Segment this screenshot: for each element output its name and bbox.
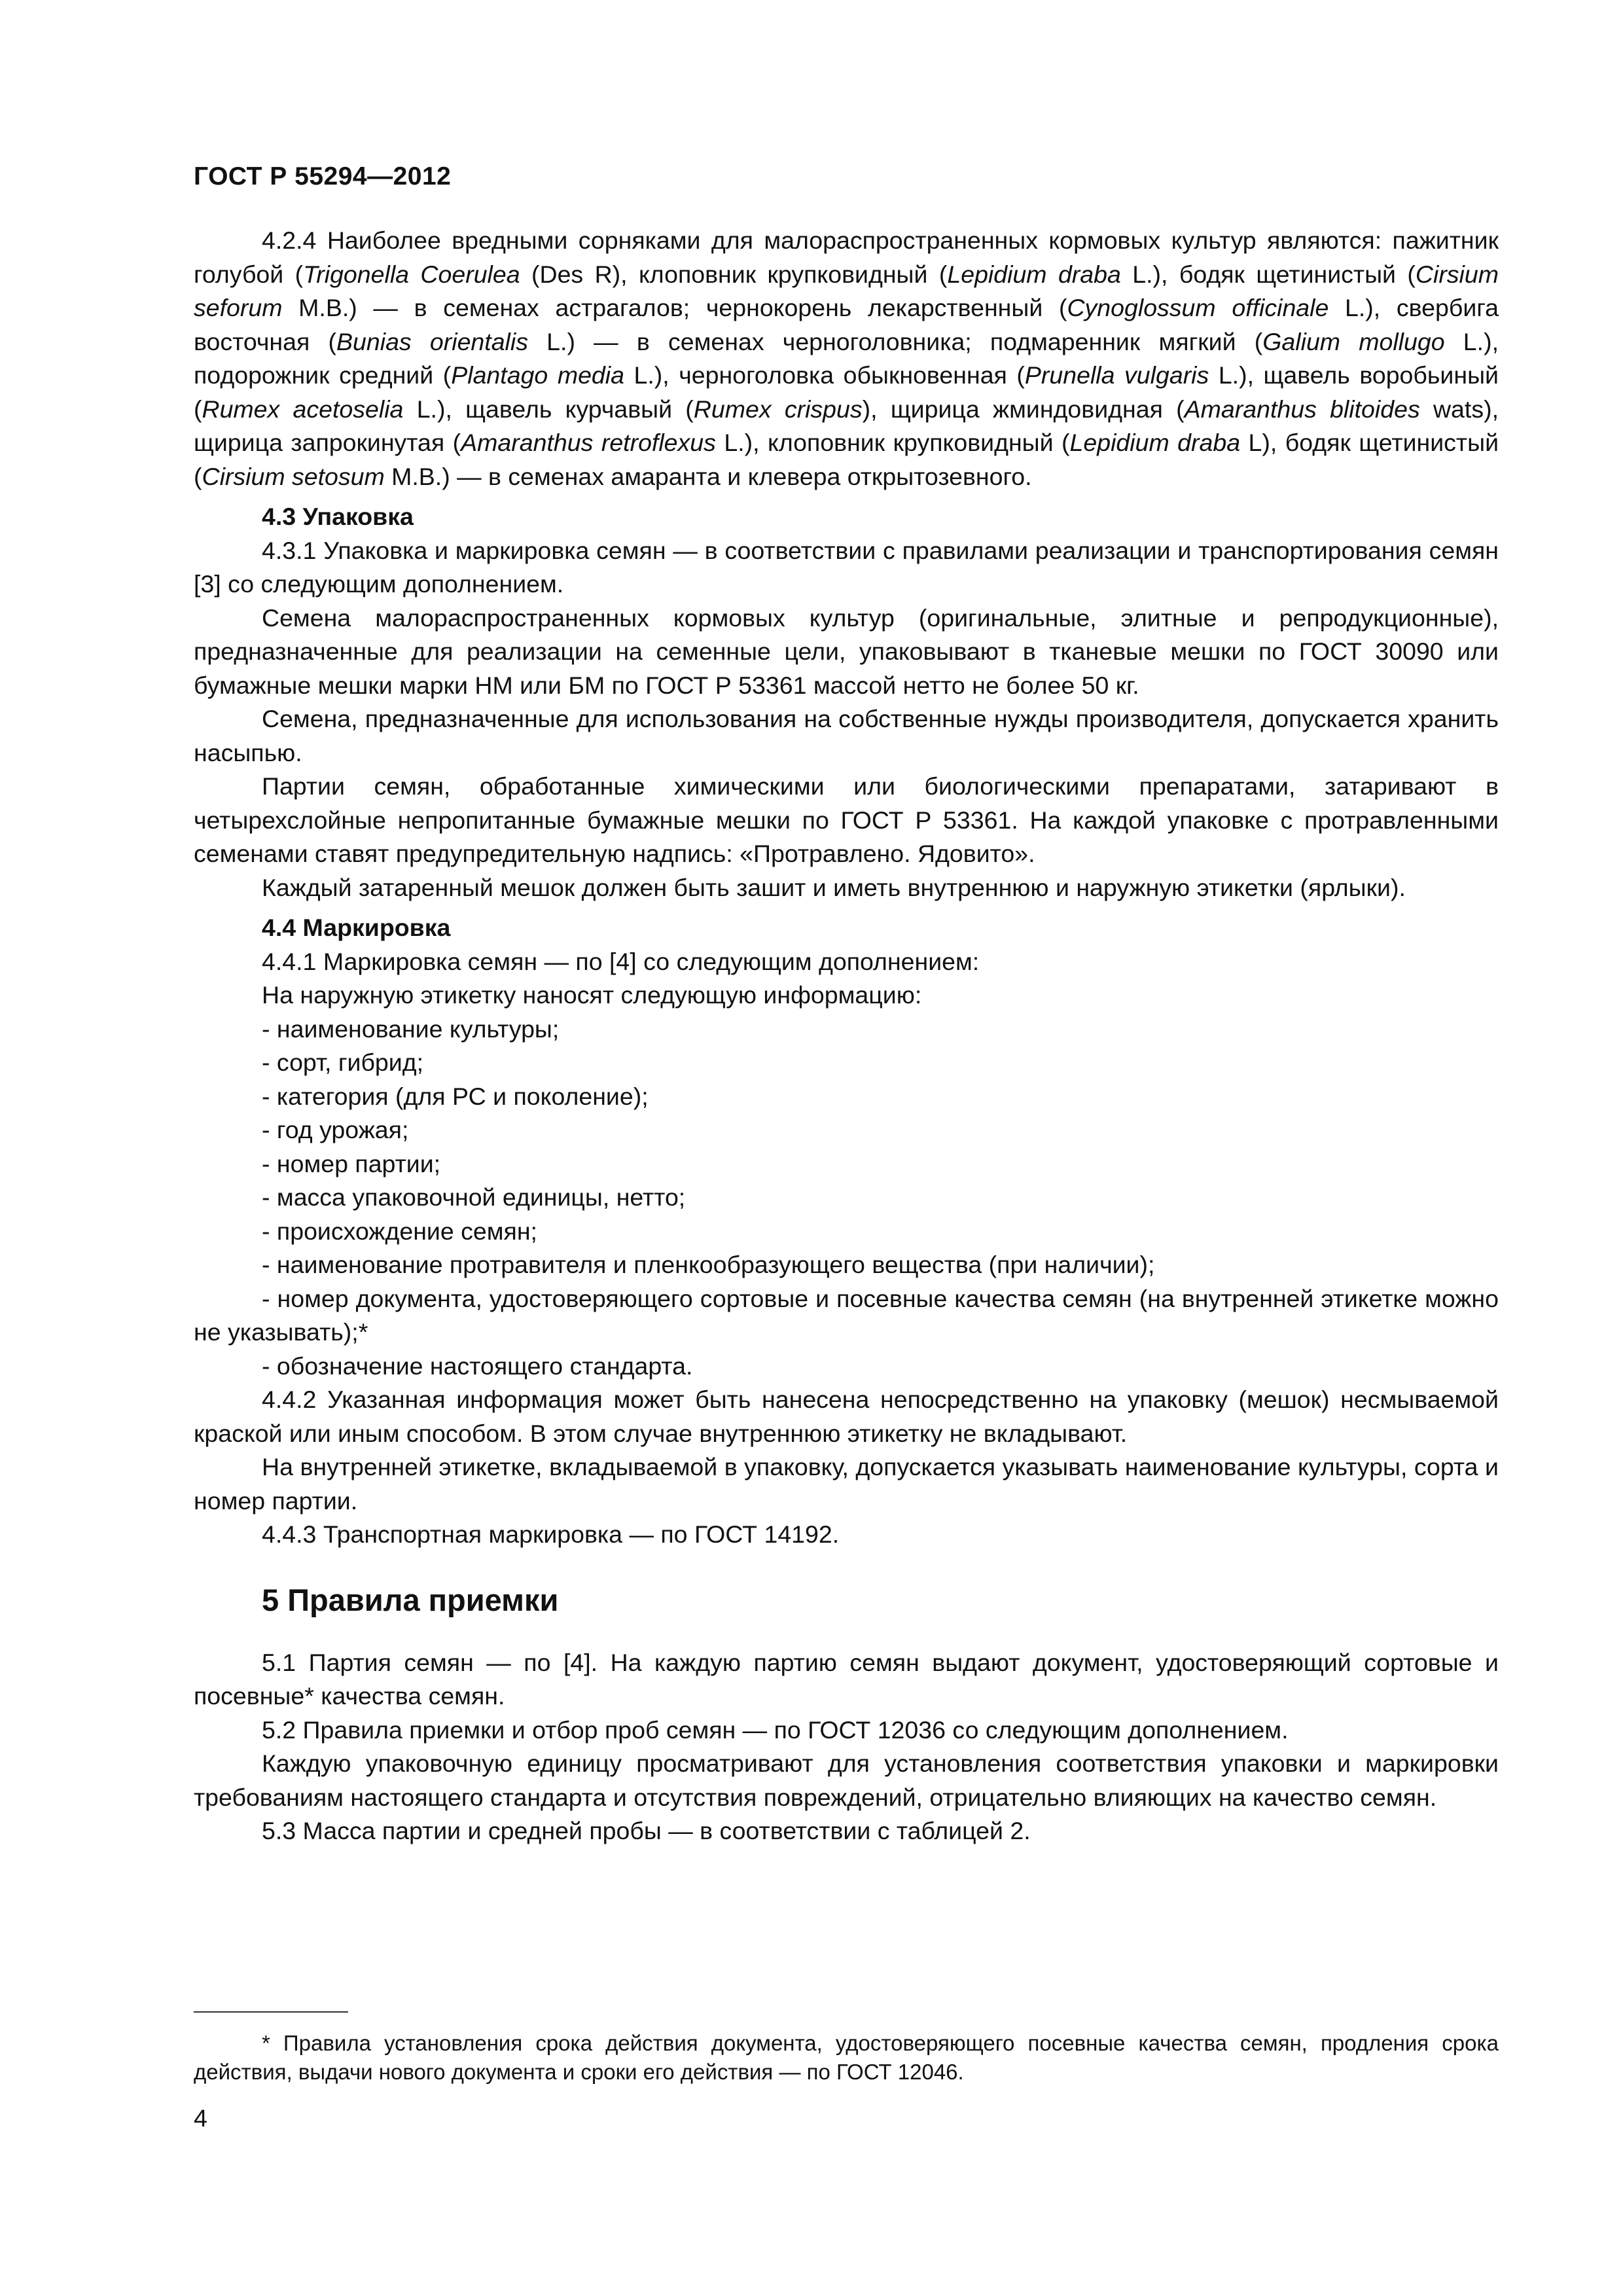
paragraph-4-3-1: 4.3.1 Упаковка и маркировка семян — в соответствии с правилами реализации и транспортирования семян [3] со следующим дополнением. [194,536,1499,598]
list-item: - номер партии; [262,1149,441,1177]
latin-name: Bunias orientalis [336,327,528,355]
text-run: M.B.) — в семенах астрагалов; чернокорень лекарственный ( [282,294,1067,321]
latin-name: Trigonella Coerulea [303,260,520,288]
footnote-divider [194,2011,348,2013]
text-run: L.), бодяк щетинистый ( [1120,260,1416,288]
paragraph-5-2-b: Каждую упаковочную единицу просматривают для установления соответствия упаковки и маркировки требованиям настоящего стандарта и отсутствия повреждений, отрицательно влияющих на качество семян. [194,1749,1499,1811]
text-run: L.), щавель воробьиный ( [194,361,1499,423]
section-heading-4-4: 4.4 Маркировка [262,914,451,941]
paragraph-4-3-1-d: Партии семян, обработанные химическими или биологическими препаратами, затаривают в четырехслойные непропитанные бумажные мешки по ГОСТ Р 53361. На каждой упаковке с протравленными семенами ставят предупредительную надпись: «Протравлено. Ядовито». [194,772,1499,867]
paragraph-5-1: 5.1 Партия семян — по [4]. На каждую партию семян выдают документ, удостоверяющий сортовые и посевные* качества семян. [194,1648,1499,1710]
latin-name: Rumex acetoselia [202,395,404,423]
list-item: - наименование культуры; [262,1014,560,1043]
list-item: - масса упаковочной единицы, нетто; [262,1183,686,1211]
latin-name: Cirsium setosum [202,462,385,490]
latin-name: Cynoglossum officinale [1067,294,1329,321]
list-item: - сорт, гибрид; [262,1049,424,1076]
paragraph-5-2: 5.2 Правила приемки и отбор проб семян — по ГОСТ 12036 со следующим дополнением. [262,1715,1289,1744]
text-run: L.), свербига восточная ( [194,294,1499,355]
document-id: ГОСТ Р 55294—2012 [194,162,452,190]
text-run: (Des R), клоповник крупковидный ( [520,260,948,288]
list-item: - обозначение настоящего стандарта. [262,1352,693,1380]
paragraph-4-4-2: 4.4.2 Указанная информация может быть нанесена непосредственно на упаковку (мешок) несмываемой краской или иным способом. В этом случае внутреннюю этикетку не вкладывают. [194,1386,1499,1447]
latin-name: Prunella vulgaris [1024,361,1209,389]
text-run: L.), подорожник средний ( [194,327,1499,389]
text-run: L.), черноголовка обыкновенная ( [624,361,1025,389]
latin-name: Rumex crispus [693,395,863,423]
latin-name: Plantago media [451,361,624,389]
latin-name: Lepidium draba [947,260,1121,288]
paragraph-4-4-1: 4.4.1 Маркировка семян — по [4] со следующим дополнением: [262,947,980,975]
list-item: - категория (для РС и поколение); [262,1082,649,1110]
list-item: - происхождение семян; [262,1217,537,1245]
text-run: M.B.) — в семенах амаранта и клевера открытозевного. [384,462,1032,490]
latin-name: Amaranthus blitoides [1184,395,1420,423]
latin-name: Amaranthus retroflexus [461,429,716,456]
paragraph-4-4-3: 4.4.3 Транспортная маркировка — по ГОСТ 14192. [262,1520,840,1548]
section-heading-5: 5 Правила приемки [262,1582,559,1617]
latin-name: Lepidium draba [1069,429,1241,456]
paragraph-4-3-1-c: Семена, предназначенные для использования на собственные нужды производителя, допускается хранить насыпью. [194,705,1499,766]
paragraph-4-4-1-b: На наружную этикетку наносят следующую информацию: [262,981,922,1009]
list-item: - наименование протравителя и пленкообразующего вещества (при наличии); [262,1251,1155,1278]
page-number: 4 [194,2104,207,2132]
text-run: L.), щавель курчавый ( [403,395,694,423]
paragraph-4-2-4 [194,224,1499,493]
footnote: * Правила установления срока действия документа, удостоверяющего посевные качества семян, продления срока действия, выдачи нового документа и сроки его действия — по ГОСТ 12046. [194,2031,1499,2084]
text-run: wats), щирица запрокинутая ( [194,395,1499,456]
text-run: 4.2.4 Наиболее вредными сорняками для малораспространенных кормовых культур являются: пажитник голубой ( [194,226,1499,288]
list-item: - номер документа, удостоверяющего сортовые и посевные качества семян (на внутренней этикетке можно не указывать);* [194,1284,1499,1346]
paragraph-4-4-2-b: На внутренней этикетке, вкладываемой в упаковку, допускается указывать наименование культуры, сорта и номер партии. [194,1453,1499,1515]
text-run: L.) — в семенах черноголовника; подмаренник мягкий ( [527,327,1263,355]
list-item: - год урожая; [262,1116,409,1143]
page-content [194,224,1499,1848]
text-run: L.), клоповник крупковидный ( [715,429,1070,456]
paragraph-4-3-1-e: Каждый затаренный мешок должен быть зашит и иметь внутреннюю и наружную этикетки (ярлыки). [262,873,1406,901]
paragraph-4-3-1-b: Семена малораспространенных кормовых культур (оригинальные, элитные и репродукционные), предназначенные для реализации на семенные цели, упаковывают в тканевые мешки по ГОСТ 30090 или бумажные мешки марки НМ или БМ по ГОСТ Р 53361 массой нетто не более 50 кг. [194,603,1499,699]
text-run: ), щирица жминдовидная ( [862,395,1185,423]
latin-name: Galium mollugo [1262,327,1445,355]
section-heading-4-3: 4.3 Упаковка [262,503,414,530]
latin-name: Cirsium seforum [194,260,1499,321]
paragraph-5-3: 5.3 Масса партии и средней пробы — в соответствии с таблицей 2. [262,1817,1031,1844]
text-run: L), бодяк щетинистый ( [194,429,1499,490]
